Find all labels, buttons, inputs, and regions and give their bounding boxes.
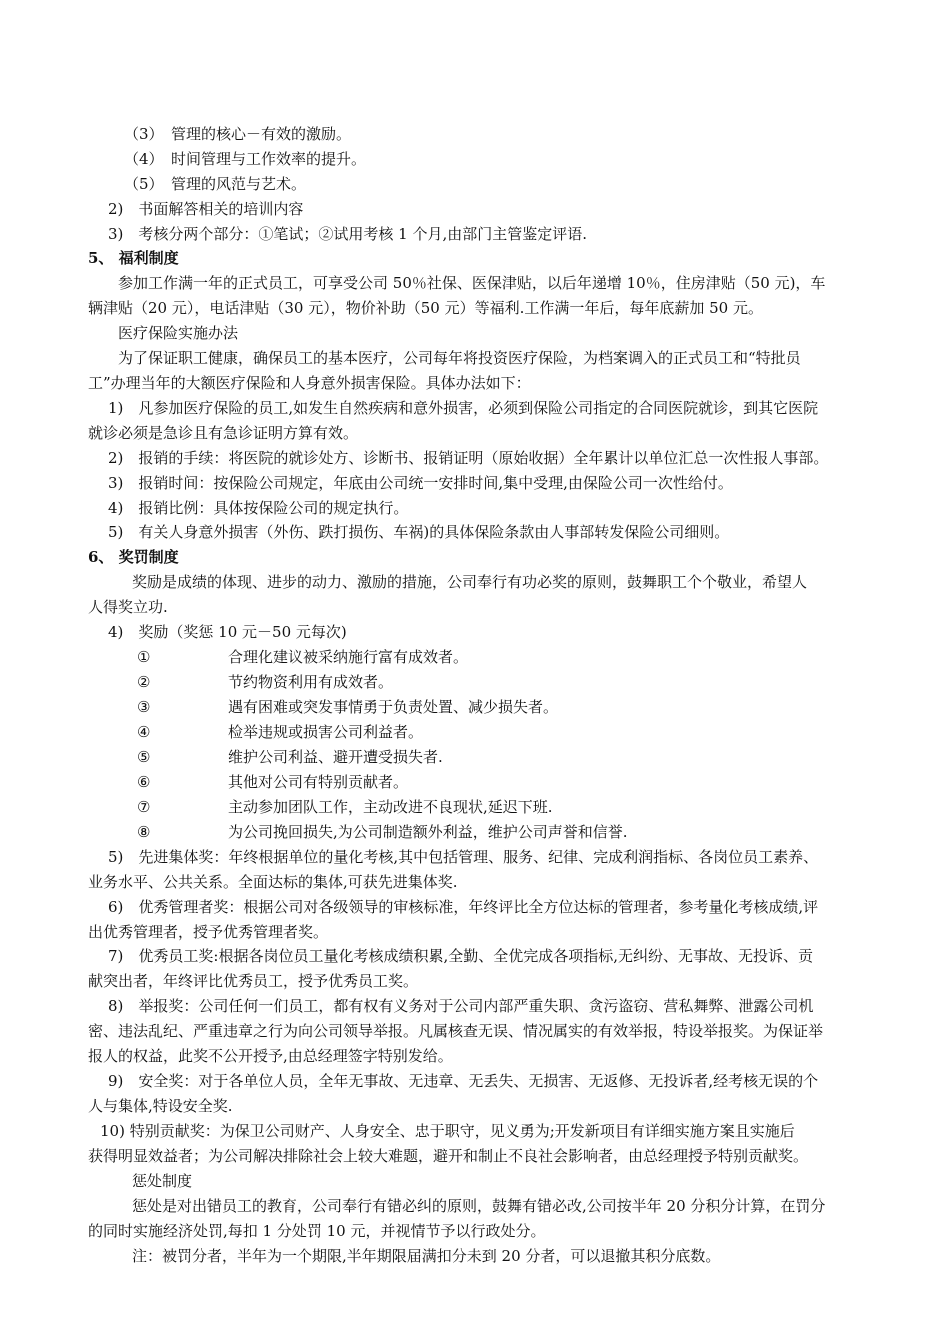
reward-item bbox=[137, 771, 408, 793]
note-line: 注：被罚分者，半年为一个期限,半年期限届满扣分未到 20 分者，可以退撤其积分底数。 bbox=[132, 1247, 721, 1265]
reward-item bbox=[137, 671, 393, 693]
reward-item bbox=[137, 646, 468, 668]
section-heading-rewards-penalties: 6、 奖罚制度 bbox=[88, 548, 179, 566]
training-item-5: （5） 管理的风范与艺术。 bbox=[124, 175, 307, 193]
paragraph-line: 参加工作满一年的正式员工，可享受公司 50％社保、医保津贴，以后年递增 10％，住房津贴（50 元)，车 bbox=[118, 274, 826, 292]
reward-text: 合理化建议被采纳施行富有成效者。 bbox=[228, 648, 469, 666]
paragraph-line: 奖励是成绩的体现、进步的动力、激励的措施，公司奉行有功必奖的原则，鼓舞职工个个敬业，希望人 bbox=[132, 573, 808, 591]
list-item: 10) 特别贡献奖：为保卫公司财产、人身安全、忠于职守，见义勇为;开发新项目有详细实施方案且实施后 bbox=[100, 1122, 795, 1140]
reward-mark: ⑤ bbox=[137, 748, 151, 766]
list-item: 8) 举报奖：公司任何一们员工，都有权有义务对于公司内部严重失职、贪污盗窃、营私舞弊、泄露公司机 bbox=[108, 997, 814, 1015]
training-point-3: 3) 考核分两个部分：①笔试；②试用考核 1 个月,由部门主管鉴定评语. bbox=[108, 225, 588, 243]
training-item-4: （4） 时间管理与工作效率的提升。 bbox=[124, 150, 367, 168]
reward-item bbox=[137, 696, 558, 718]
reward-mark: ① bbox=[137, 648, 151, 666]
reward-text: 遇有困难或突发事情勇于负责处置、减少损失者。 bbox=[228, 698, 559, 716]
reward-item bbox=[137, 821, 628, 843]
list-item-continuation: 出优秀管理者，授予优秀管理者奖。 bbox=[88, 923, 329, 941]
paragraph-line: 辆津贴（20 元），电话津贴（30 元），物价补助（50 元）等福利.工作满一年后，每年底薪加 50 元。 bbox=[88, 299, 763, 317]
list-item-rewards: 4) 奖励（奖惩 10 元－50 元每次) bbox=[108, 623, 347, 641]
reward-mark: ⑧ bbox=[137, 823, 151, 841]
list-item: 5) 先进集体奖：年终根据单位的量化考核,其中包括管理、服务、纪律、完成利润指标、各岗位员工素养、 bbox=[108, 848, 819, 866]
subheading-medical-insurance: 医疗保险实施办法 bbox=[118, 324, 239, 342]
list-item: 3) 报销时间：按保险公司规定，年底由公司统一安排时间,集中受理,由保险公司一次性给付。 bbox=[108, 474, 733, 492]
list-item-continuation: 人与集体,特设安全奖. bbox=[88, 1097, 233, 1115]
reward-mark: ⑦ bbox=[137, 798, 151, 816]
list-item: 7) 优秀员工奖:根据各岗位员工量化考核成绩积累,全勤、全优完成各项指标,无纠纷、无事故、无投诉、贡 bbox=[108, 947, 813, 965]
reward-item bbox=[137, 746, 443, 768]
reward-text: 节约物资利用有成效者。 bbox=[228, 673, 394, 691]
reward-mark: ⑥ bbox=[137, 773, 151, 791]
list-item: 9) 安全奖：对于各单位人员，全年无事故、无违章、无丢失、无损害、无返修、无投诉者,经考核无误的个 bbox=[108, 1072, 819, 1090]
paragraph-line: 为了保证职工健康，确保员工的基本医疗，公司每年将投资医疗保险，为档案调入的正式员工和“特批员 bbox=[118, 349, 801, 367]
section-heading-welfare: 5、 福利制度 bbox=[88, 249, 179, 267]
reward-text: 为公司挽回损失,为公司制造额外利益，维护公司声誉和信誉. bbox=[228, 823, 628, 841]
reward-text: 维护公司利益、避开遭受损失者. bbox=[228, 748, 443, 766]
list-item-continuation: 获得明显效益者；为公司解决排除社会上较大难题，避开和制止不良社会影响者，由总经理授予特别贡献奖。 bbox=[88, 1147, 809, 1165]
list-item-continuation: 献突出者，年终评比优秀员工，授予优秀员工奖。 bbox=[88, 972, 419, 990]
list-item-continuation: 报人的权益，此奖不公开授予,由总经理签字特别发给。 bbox=[88, 1047, 453, 1065]
list-item: 2) 报销的手续：将医院的就诊处方、诊断书、报销证明（原始收据）全年累计以单位汇总一次性报人事部。 bbox=[108, 449, 829, 467]
reward-text: 检举违规或损害公司利益者。 bbox=[228, 723, 424, 741]
list-item: 4) 报销比例：具体按保险公司的规定执行。 bbox=[108, 499, 409, 517]
reward-text: 其他对公司有特别贡献者。 bbox=[228, 773, 409, 791]
list-item-continuation: 业务水平、公共关系。全面达标的集体,可获先进集体奖. bbox=[88, 873, 458, 891]
paragraph-line: 人得奖立功. bbox=[88, 598, 168, 616]
reward-item bbox=[137, 796, 553, 818]
reward-text: 主动参加团队工作，主动改进不良现状,延迟下班. bbox=[228, 798, 553, 816]
list-item-continuation: 就诊必须是急诊且有急诊证明方算有效。 bbox=[88, 424, 359, 442]
reward-item bbox=[137, 721, 423, 743]
reward-mark: ④ bbox=[137, 723, 151, 741]
paragraph-line: 的同时实施经济处罚,每扣 1 分处罚 10 元，并视情节予以行政处分。 bbox=[88, 1222, 546, 1240]
list-item-continuation: 密、违法乱纪、严重违章之行为向公司领导举报。凡属核查无误、情况属实的有效举报，特设举报奖。为保证举 bbox=[88, 1022, 824, 1040]
training-point-2: 2) 书面解答相关的培训内容 bbox=[108, 200, 304, 218]
list-item: 1) 凡参加医疗保险的员工,如发生自然疾病和意外损害，必须到保险公司指定的合同医院就诊，到其它医院 bbox=[108, 399, 819, 417]
subheading-penalty-system: 惩处制度 bbox=[132, 1172, 193, 1190]
list-item: 5) 有关人身意外损害（外伤、跌打损伤、车祸)的具体保险条款由人事部转发保险公司细则。 bbox=[108, 523, 730, 541]
reward-mark: ③ bbox=[137, 698, 151, 716]
list-item: 6) 优秀管理者奖：根据公司对各级领导的审核标准，年终评比全方位达标的管理者，参考量化考核成绩,评 bbox=[108, 898, 819, 916]
training-item-3: （3） 管理的核心－有效的激励。 bbox=[124, 125, 352, 143]
reward-mark: ② bbox=[137, 673, 151, 691]
paragraph-line: 工”办理当年的大额医疗保险和人身意外损害保险。具体办法如下： bbox=[88, 374, 531, 392]
paragraph-line: 惩处是对出错员工的教育，公司奉行有错必纠的原则，鼓舞有错必改,公司按半年 20 分积分计算，在罚分 bbox=[132, 1197, 826, 1215]
